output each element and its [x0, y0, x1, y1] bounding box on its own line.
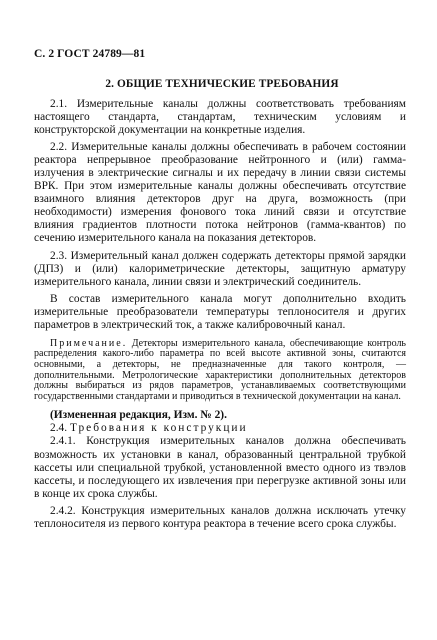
paragraph-2-1: 2.1. Измерительные каналы должны соответствовать требованиям настоящего стандарта, стандартам, техническим условиям и конструкторской документации на конкретные изделия. — [34, 98, 406, 137]
document-body — [34, 98, 406, 531]
paragraph-2-4-1: 2.4.1. Конструкция измерительных каналов должна обеспечивать возможность их установки в канал, образованный центральной трубкой кассеты или специальной трубкой, установленной вместо одного из твэлов кассеты, и последующего их извлечения при перегрузке активной зоны или в конце их срока службы. — [34, 435, 406, 500]
note-paragraph — [34, 339, 406, 403]
section-2-4-title: Требования к конструкции — [69, 422, 248, 435]
amendment-note: (Измененная редакция, Изм. № 2). — [50, 409, 227, 422]
page-header: С. 2 ГОСТ 24789—81 — [34, 48, 146, 60]
section-2-4-number: 2.4. — [50, 422, 70, 435]
section-2-4-heading — [34, 422, 406, 435]
note-text: Детекторы измерительного канала, обеспечивающие контроль распределения какого-либо параметра по всей высоте активной зоны, считаются основными, а детекторы, не предназначенные для такого контроля, — дополнительными. Метрологические характеристики дополнительных детекторов должны выбираться из рядов параметров, устанавливаемых соответствующими государственными стандартами и приводиться в технической документации на канал. — [34, 337, 406, 402]
paragraph-additional-components: В состав измерительного канала могут дополнительно входить измерительные преобразователи температуры теплоносителя и других параметров в электрический ток, а также калибровочный канал. — [34, 292, 406, 331]
note-label: Примечание. — [50, 337, 128, 349]
section-title: 2. ОБЩИЕ ТЕХНИЧЕСКИЕ ТРЕБОВАНИЯ — [105, 78, 339, 90]
paragraph-2-2: 2.2. Измерительные каналы должны обеспечивать в рабочем состоянии реактора непрерывное преобразование нейтронного и (или) гамма-излучения в электрические сигналы и их передачу в линии связи системы ВРК. При этом измерительные каналы должны обеспечивать отсутствие взаимного влияния детекторов друг на друга, возможность (при необходимости) измерения фонового тока линий связи и отсутствие влияния градиентов плотности потока нейтронов (гамма-квантов) по сечению измерительного канала на показания детекторов. — [34, 141, 406, 245]
paragraph-2-4-2: 2.4.2. Конструкция измерительных каналов должна исключать утечку теплоносителя из первого контура реактора в течение всего срока службы. — [34, 504, 406, 530]
paragraph-2-3: 2.3. Измерительный канал должен содержать детекторы прямой зарядки (ДПЗ) и (или) калориметрические детекторы, защитную арматуру измерительного канала, линии связи и электрический соединитель. — [34, 249, 406, 288]
